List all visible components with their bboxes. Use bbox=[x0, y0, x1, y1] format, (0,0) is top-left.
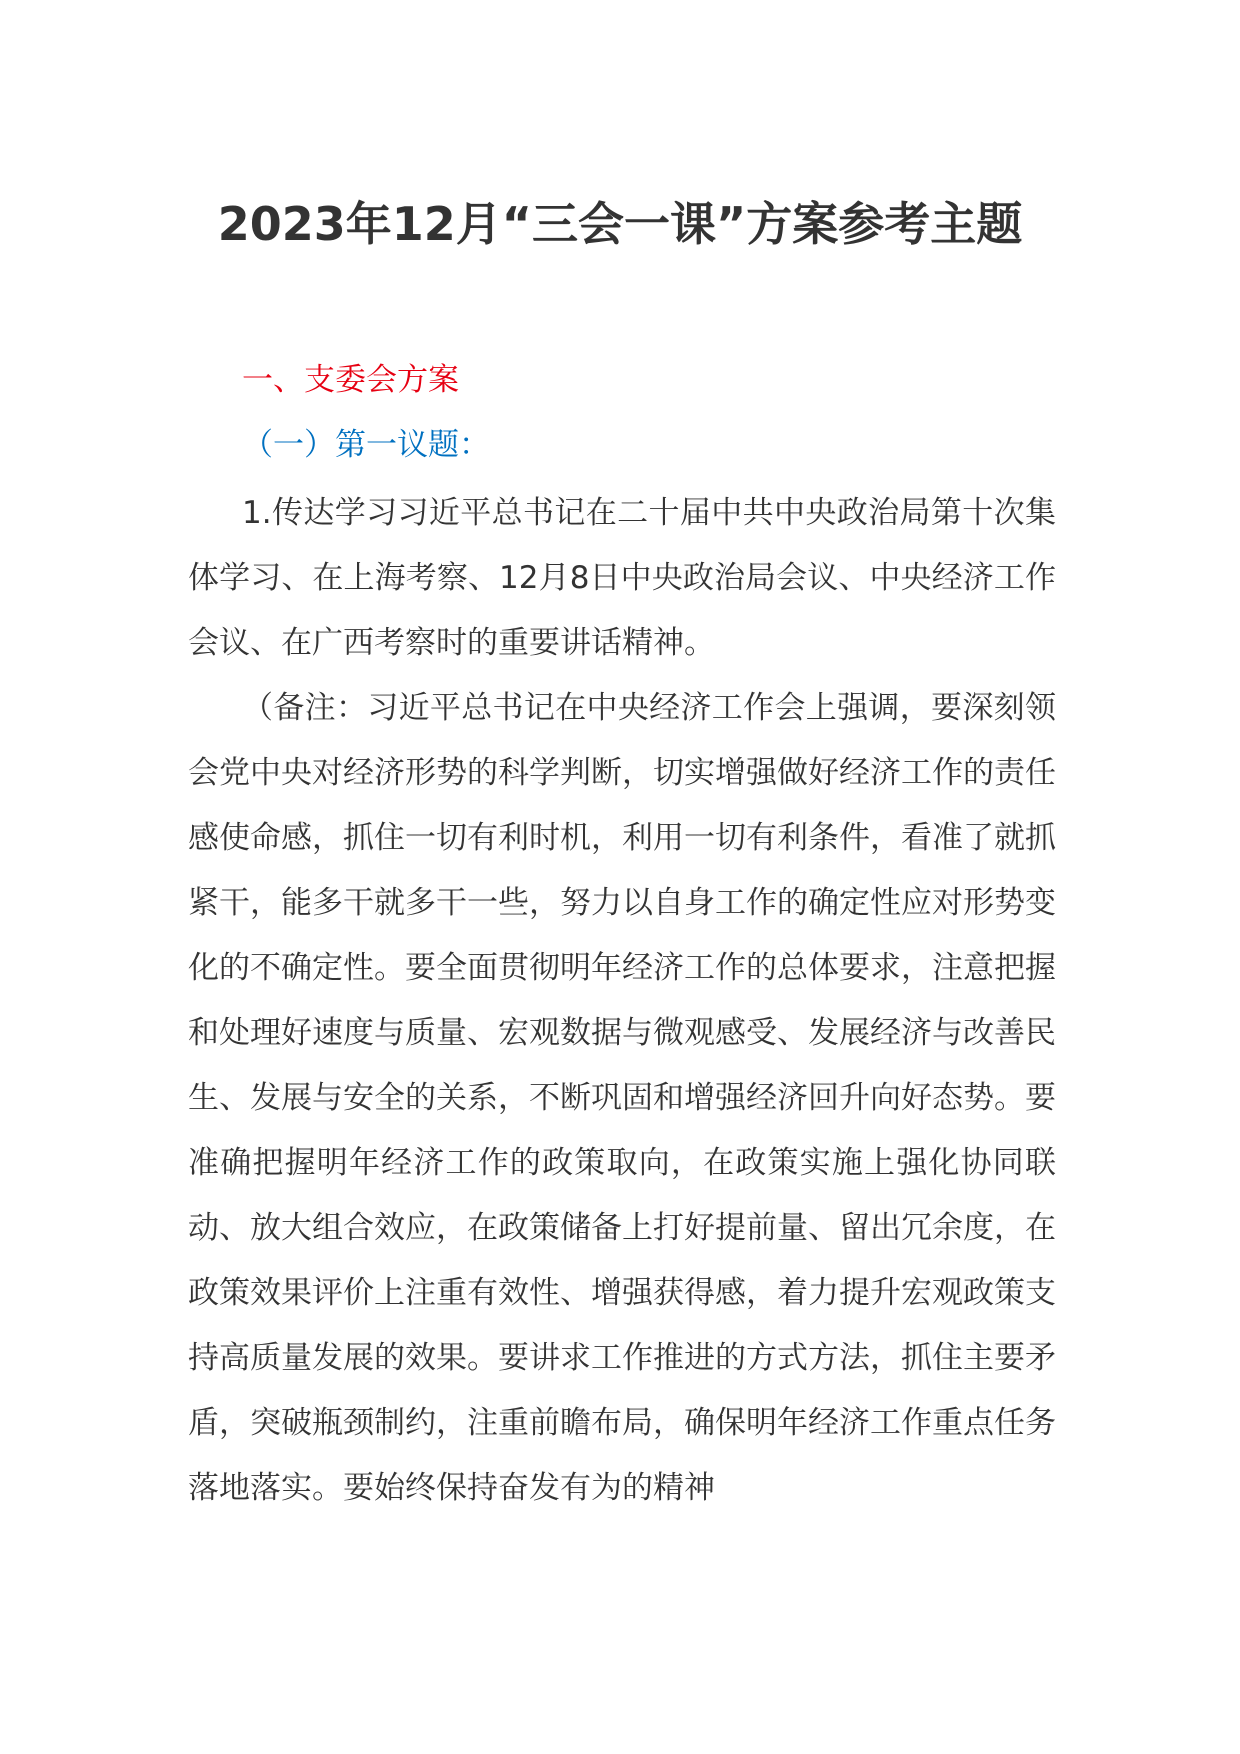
document-title: 2023年12月“三会一课”方案参考主题 bbox=[217, 197, 1023, 251]
sub-heading: （一）第一议题： bbox=[242, 427, 490, 463]
section-heading: 一、支委会方案 bbox=[242, 362, 459, 398]
body-paragraph-1: 1.传达学习习近平总书记在二十届中共中央政治局第十次集体学习、在上海考察、12月8日中央政治局会议、中央经济工作会议、在广西考察时的重要讲话精神。 bbox=[188, 495, 1056, 661]
body-paragraph-2: （备注：习近平总书记在中央经济工作会上强调，要深刻领会党中央对经济形势的科学判断，切实增强做好经济工作的责任感使命感，抓住一切有利时机，利用一切有利条件，看准了就抓紧干，能多干就多干一些，努力以自身工作的确定性应对形势变化的不确定性。要全面贯彻明年经济工作的总体要求，注意把握和处理好速度与质量、宏观数据与微观感受、发展经济与改善民生、发展与安全的关系，不断巩固和增强经济回升向好态势。要准确把握明年经济工作的政策取向，在政策实施上强化协同联动、放大组合效应，在政策储备上打好提前量、留出冗余度，在政策效果评价上注重有效性、增强获得感，着力提升宏观政策支持高质量发展的效果。要讲求工作推进的方式方法，抓住主要矛盾，突破瓶颈制约，注重前瞻布局，确保明年经济工作重点任务落地落实。要始终保持奋发有为的精神 bbox=[188, 690, 1056, 1506]
